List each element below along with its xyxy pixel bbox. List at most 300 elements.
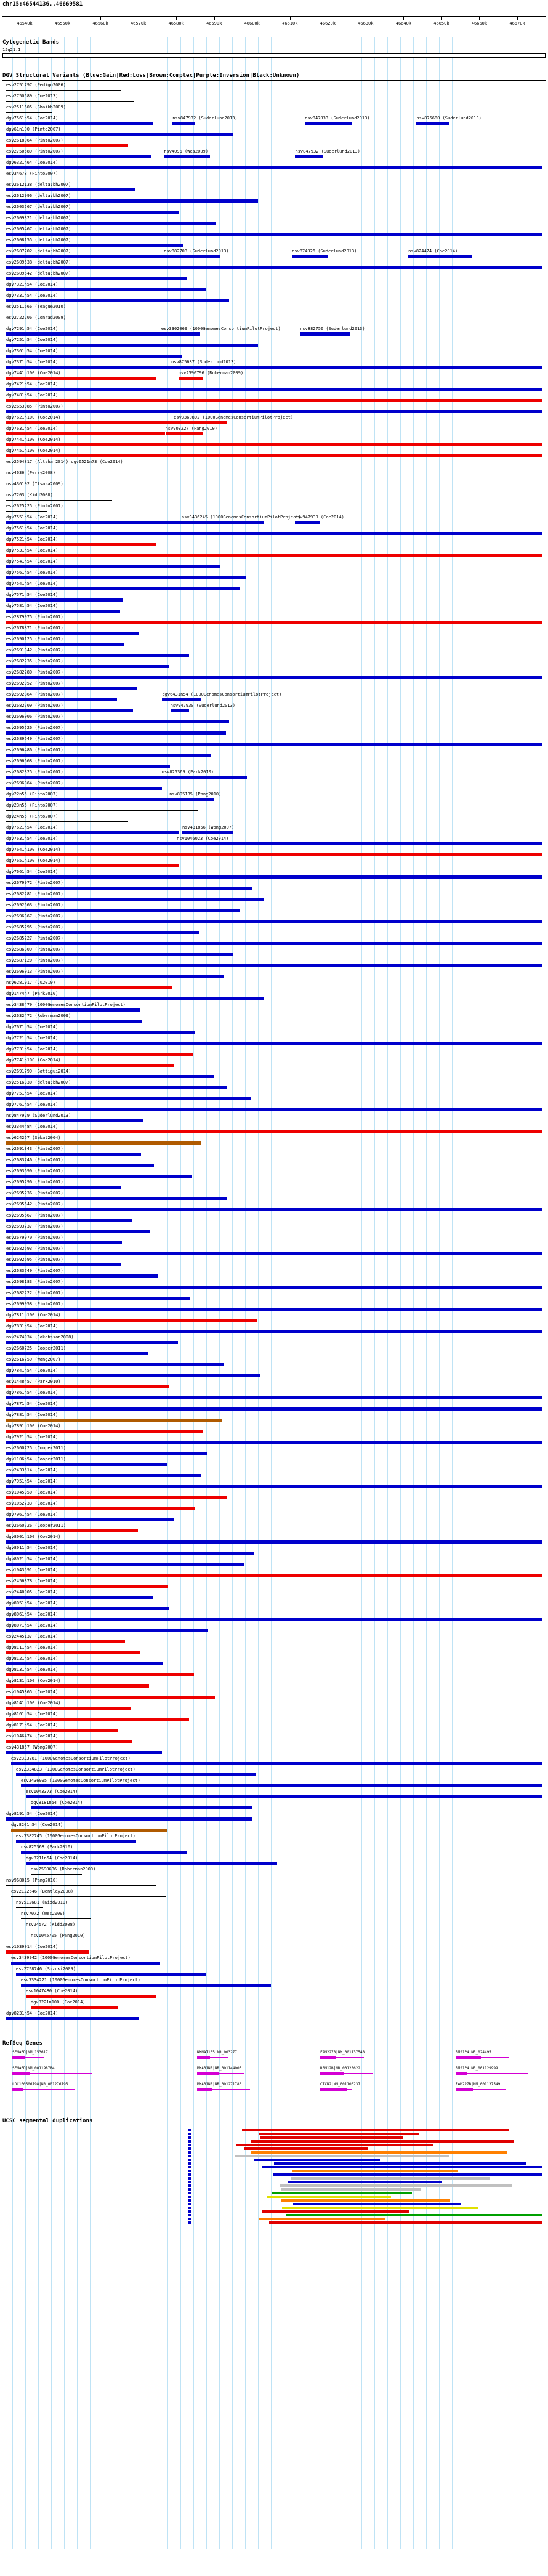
dgv-variant-label: esv2693737 (Pinto2007) bbox=[6, 1224, 63, 1229]
dgv-variant-bar bbox=[6, 1407, 542, 1411]
dgv-variant-label: nsv825368 (Park2010) bbox=[21, 1845, 73, 1849]
dgv-variant-label: esv3334221 (1000GenomesConsortiumPilotProject) bbox=[21, 1978, 140, 1982]
dgv-variant-bar bbox=[6, 975, 224, 978]
dgv-variant-bar bbox=[416, 122, 449, 125]
dgv-variant-bar bbox=[6, 1031, 195, 1034]
region-title: chr15:46544136..46669581 bbox=[2, 1, 83, 7]
dgv-variant-label: dgv7451n100 (Coe2014) bbox=[6, 448, 61, 453]
dgv-variant-row bbox=[0, 1390, 548, 1401]
dgv-variant-row bbox=[0, 947, 548, 958]
ruler-tick-label: 46580k bbox=[168, 21, 184, 26]
dgv-variant-bar bbox=[6, 399, 542, 402]
dgv-variant-bar bbox=[6, 610, 120, 613]
dgv-variant-row bbox=[0, 548, 548, 559]
ruler-tick bbox=[290, 16, 291, 20]
segdup-track-title: UCSC segmental duplications bbox=[2, 2118, 93, 2124]
dgv-variant-bar bbox=[6, 1496, 227, 1499]
dgv-variant-bar bbox=[6, 1552, 254, 1555]
dgv-variant-bar bbox=[6, 222, 216, 225]
dgv-variant-bar bbox=[6, 1197, 227, 1200]
dgv-variant-label: esv3438479 (1000GenomesConsortiumPilotProject) bbox=[6, 1002, 126, 1007]
dgv-variant-bar bbox=[6, 288, 206, 291]
dgv-variant-label: nsv825369 (Park2010) bbox=[161, 770, 214, 775]
ruler-tick bbox=[403, 16, 404, 20]
dgv-variant-row bbox=[0, 426, 548, 437]
segdup-marker bbox=[188, 2133, 191, 2135]
dgv-variant-row bbox=[0, 1501, 548, 1512]
dgv-variant-label: dgv7761n54 (Coe2014) bbox=[6, 1102, 58, 1107]
segdup-marker bbox=[188, 2140, 191, 2143]
dgv-variant-label: nsv903227 (Pang2010) bbox=[165, 426, 217, 431]
dgv-variant-label: esv2632472 (Roberman2009) bbox=[6, 1013, 71, 1018]
dgv-variant-label: esv2653985 (Pinto2007) bbox=[6, 404, 63, 409]
dgv-variant-bar bbox=[6, 1718, 189, 1721]
dgv-variant-label: dgv8131n54 (Coe2014) bbox=[6, 1667, 58, 1672]
coordinate-ruler bbox=[0, 7, 548, 26]
dgv-variant-row bbox=[0, 1457, 548, 1468]
dgv-variant-label: esv34678 (Pinto2007) bbox=[6, 171, 58, 176]
segdup-block bbox=[272, 2192, 412, 2194]
dgv-variant-label: esv2625225 (Pinto2007) bbox=[6, 504, 63, 509]
dgv-variant-label: dgv7421n54 (Coe2014) bbox=[6, 382, 58, 387]
dgv-variant-bar bbox=[6, 1452, 207, 1455]
dgv-variant-label: nsv431856 (Wong2007) bbox=[182, 825, 235, 830]
segdup-block bbox=[288, 2181, 442, 2183]
dgv-variant-row bbox=[0, 592, 548, 603]
segdup-block bbox=[267, 2196, 391, 2198]
dgv-variant-bar bbox=[171, 366, 211, 369]
dgv-variant-row bbox=[0, 1800, 548, 1811]
dgv-variant-label: esv2692952 (Pinto2007) bbox=[6, 681, 63, 686]
ruler-tick bbox=[214, 16, 215, 20]
ruler-tick bbox=[176, 16, 177, 20]
segdup-block bbox=[286, 2214, 542, 2216]
dgv-variant-bar bbox=[300, 332, 350, 336]
dgv-variant-label: esv2750589 (Coe2013) bbox=[6, 94, 58, 99]
dgv-variant-row bbox=[0, 969, 548, 980]
dgv-variant-row bbox=[0, 1678, 548, 1689]
dgv-variant-label: esv2433514 (Coe2014) bbox=[6, 1468, 58, 1473]
dgv-variant-label: nsv875680 (Suderlund2013) bbox=[416, 116, 482, 121]
dgv-variant-label: nsv436102 (Itsara2009) bbox=[6, 481, 63, 486]
dgv-variant-label: esv2696367 (Pinto2007) bbox=[6, 914, 63, 919]
dgv-variant-row bbox=[0, 1623, 548, 1634]
dgv-variant-row bbox=[0, 736, 548, 747]
dgv-variant-label: nsv4096 (Wes2009) bbox=[164, 149, 208, 154]
dgv-variant-bar bbox=[6, 787, 162, 790]
dgv-variant-bar bbox=[161, 332, 200, 336]
dgv-variant-row bbox=[0, 1745, 548, 1756]
refseq-gene-intron bbox=[320, 2057, 364, 2058]
ruler-tick-label: 46610k bbox=[282, 21, 298, 26]
dgv-variant-row bbox=[0, 415, 548, 426]
segdup-marker bbox=[188, 2159, 191, 2161]
dgv-variant-bar bbox=[6, 687, 137, 690]
dgv-variant-label: esv2122646 (Bentley2008) bbox=[11, 1889, 74, 1894]
dgv-variant-row bbox=[0, 670, 548, 681]
dgv-variant-row bbox=[0, 659, 548, 670]
dgv-variant-bar bbox=[6, 997, 264, 1000]
dgv-variant-label: esv2696006 (Pinto2007) bbox=[6, 714, 63, 719]
dgv-variant-bar bbox=[6, 986, 172, 989]
dgv-variant-row bbox=[0, 1058, 548, 1069]
refseq-gene-label: CTXN2|NM_001100237 bbox=[320, 2082, 361, 2087]
dgv-variant-bar bbox=[11, 1896, 166, 1897]
dgv-variant-bar bbox=[6, 709, 133, 712]
dgv-variant-row bbox=[0, 537, 548, 548]
dgv-variant-row bbox=[0, 1878, 548, 1889]
dgv-variant-label: esv3436995 (1000GenomesConsortiumPilotProject) bbox=[21, 1778, 140, 1783]
dgv-variant-label: esv2608155 (delta:bh2007) bbox=[6, 238, 71, 243]
dgv-variant-row bbox=[0, 481, 548, 493]
dgv-variant-bar bbox=[6, 1008, 140, 1012]
dgv-variant-label: esv2511666 (Teague2010) bbox=[6, 304, 66, 309]
dgv-variant-label: nsv1045705 (Pang2010) bbox=[31, 1933, 86, 1938]
dgv-variant-row bbox=[0, 803, 548, 814]
segdup-marker bbox=[188, 2144, 191, 2146]
dgv-variant-label: dgv8221n100 (Coe2014) bbox=[31, 2000, 86, 2005]
refseq-gene-label: RBM12B|NR_00128622 bbox=[320, 2066, 361, 2071]
dgv-variant-row bbox=[0, 714, 548, 725]
dgv-variant-bar bbox=[6, 1396, 542, 1399]
dgv-variant-label: esv624267 (Sebat2004) bbox=[6, 1135, 61, 1140]
refseq-gene-intron bbox=[456, 2089, 506, 2090]
dgv-variant-row bbox=[0, 1667, 548, 1678]
dgv-variant-bar bbox=[6, 443, 542, 446]
segdup-marker bbox=[188, 2221, 191, 2224]
dgv-variant-label: dgv7841n54 (Coe2014) bbox=[6, 1368, 58, 1373]
dgv-variant-label: dgv7541n54 (Coe2014) bbox=[6, 581, 58, 586]
dgv-variant-label: esv2660726 (Cooper2011) bbox=[6, 1523, 66, 1528]
dgv-variant-bar bbox=[162, 776, 190, 779]
dgv-variant-label: esv2334823 (1000GenomesConsortiumPilotProject) bbox=[16, 1767, 135, 1772]
dgv-variant-bar bbox=[6, 842, 542, 845]
dgv-variant-label: esv2692864 (Pinto2007) bbox=[6, 692, 63, 697]
refseq-gene-intron bbox=[320, 2073, 373, 2074]
refseq-track-title: RefSeq Genes bbox=[2, 2040, 43, 2047]
dgv-variant-row bbox=[0, 603, 548, 614]
dgv-variant-row bbox=[0, 814, 548, 825]
segdup-block bbox=[262, 2210, 409, 2213]
dgv-variant-label: esv2691343 (Pinto2007) bbox=[6, 1146, 63, 1151]
dgv-variant-bar bbox=[6, 853, 542, 856]
dgv-variant-label: dgv23n55 (Pinto2007) bbox=[6, 803, 58, 808]
dgv-variant-bar bbox=[305, 122, 352, 125]
dgv-variant-label: dgv7621n54 (Coe2014) bbox=[6, 825, 58, 830]
dgv-variant-row bbox=[0, 1789, 548, 1800]
dgv-variant-label: dgv8071n54 (Coe2014) bbox=[6, 1623, 58, 1628]
segdup-block bbox=[254, 2159, 380, 2161]
dgv-variant-label: esv1045350 (Coe2014) bbox=[6, 1490, 58, 1495]
dgv-variant-bar bbox=[6, 887, 252, 890]
dgv-variant-label: dgv7661n54 (Coe2014) bbox=[6, 869, 58, 874]
dgv-variant-label: nsv882703 (Suderlund2013) bbox=[164, 249, 229, 254]
dgv-variant-label: nsv875687 (Suderlund2013) bbox=[171, 360, 236, 364]
refseq-gene-intron bbox=[197, 2073, 244, 2074]
dgv-variant-bar bbox=[6, 864, 179, 867]
dgv-variant-bar bbox=[6, 831, 179, 834]
dgv-variant-bar bbox=[174, 421, 193, 424]
segdup-marker bbox=[188, 2188, 191, 2191]
dgv-variant-bar bbox=[6, 144, 128, 147]
dgv-variant-label: esv2696486 (Pinto2007) bbox=[6, 747, 63, 752]
dgv-variant-label: esv2612996 (delta:bh2007) bbox=[6, 193, 71, 198]
dgv-variant-bar bbox=[6, 112, 52, 113]
dgv-variant-label: dgv7291n54 (Coe2014) bbox=[6, 326, 58, 331]
dgv-variant-label: esv2879975 (Pinto2007) bbox=[6, 614, 63, 619]
dgv-variant-bar bbox=[6, 1319, 257, 1322]
dgv-variant-bar bbox=[6, 743, 542, 746]
dgv-variant-bar bbox=[6, 1263, 121, 1266]
dgv-variant-row bbox=[0, 570, 548, 581]
dgv-variant-row bbox=[0, 1146, 548, 1157]
dgv-variant-bar bbox=[6, 421, 227, 424]
dgv-variant-row bbox=[0, 371, 548, 382]
refseq-gene-intron bbox=[12, 2089, 75, 2090]
dgv-variant-bar bbox=[6, 432, 165, 435]
dgv-variant-bar bbox=[295, 155, 322, 158]
dgv-variant-row bbox=[0, 1811, 548, 1822]
dgv-variant-bar bbox=[21, 1918, 91, 1919]
dgv-variant-bar bbox=[21, 1984, 271, 1987]
dgv-variant-label: esv2692695 (Pinto2007) bbox=[6, 1257, 63, 1262]
refseq-gene-label: NMNAT1P5|NR_003277 bbox=[197, 2050, 238, 2055]
dgv-variant-row bbox=[0, 1523, 548, 1534]
ruler-tick bbox=[100, 16, 101, 20]
segdup-marker bbox=[188, 2203, 191, 2205]
dgv-variant-label: dgv7831n54 (Coe2014) bbox=[6, 1324, 58, 1329]
dgv-variant-bar bbox=[6, 654, 189, 657]
dgv-variant-label: nsv24572 (Kidd2008) bbox=[26, 1922, 76, 1927]
dgv-variant-label: esv2687120 (Pinto2007) bbox=[6, 958, 63, 963]
dgv-variant-row bbox=[0, 1013, 548, 1024]
dgv-variant-row bbox=[0, 1002, 548, 1013]
dgv-variant-bar bbox=[6, 1075, 214, 1078]
dgv-variant-label: esv2333281 (1000GenomesConsortiumPilotProject) bbox=[11, 1756, 131, 1761]
dgv-variant-row bbox=[0, 825, 548, 836]
dgv-variant-row bbox=[0, 83, 548, 94]
dgv-variant-row bbox=[0, 880, 548, 892]
ruler-tick-label: 46590k bbox=[206, 21, 222, 26]
dgv-variant-bar bbox=[6, 2017, 139, 2020]
dgv-variant-label: dgv6321n64 (Coe2014) bbox=[6, 160, 58, 165]
ruler-tick-label: 46630k bbox=[358, 21, 374, 26]
dgv-variant-bar bbox=[6, 543, 156, 546]
cytoband-track-title: Cytogenetic Bands bbox=[2, 39, 60, 46]
dgv-variant-label: esv2607702 (delta:bh2007) bbox=[6, 249, 71, 254]
dgv-variant-bar bbox=[6, 266, 542, 269]
dgv-variant-row bbox=[0, 980, 548, 991]
dgv-variant-bar bbox=[6, 1053, 193, 1056]
dgv-variant-bar bbox=[6, 188, 135, 191]
dgv-variant-label: esv2511605 (Shaikh2009) bbox=[6, 105, 66, 110]
dgv-variant-label: dgv7371n54 (Coe2014) bbox=[6, 360, 58, 364]
dgv-variant-bar bbox=[6, 1574, 542, 1577]
dgv-variant-row bbox=[0, 1534, 548, 1545]
dgv-variant-row bbox=[0, 1368, 548, 1379]
dgv-variant-label: dgv7441n100 (Coe2014) bbox=[6, 437, 61, 442]
dgv-variant-row bbox=[0, 1213, 548, 1224]
dgv-variant-row bbox=[0, 1036, 548, 1047]
dgv-variant-row bbox=[0, 1235, 548, 1246]
dgv-variant-label: dgv7951n54 (Coe2014) bbox=[6, 1479, 58, 1484]
ruler-tick-label: 46620k bbox=[320, 21, 336, 26]
dgv-variant-bar bbox=[6, 598, 123, 602]
dgv-variant-label: dgv24n55 (Pinto2007) bbox=[6, 814, 58, 819]
dgv-variant-label: esv2695296 (Pinto2007) bbox=[6, 1180, 63, 1185]
dgv-variant-bar bbox=[6, 344, 258, 347]
dgv-variant-row bbox=[0, 1833, 548, 1845]
dgv-variant-bar bbox=[16, 1840, 136, 1843]
dgv-variant-bar bbox=[169, 798, 214, 801]
dgv-variant-row bbox=[0, 1412, 548, 1423]
dgv-variant-label: dgv7891n100 (Coe2014) bbox=[6, 1423, 61, 1428]
dgv-variant-row bbox=[0, 293, 548, 304]
dgv-variant-row bbox=[0, 1169, 548, 1180]
dgv-variant-row bbox=[0, 1612, 548, 1623]
dgv-variant-row bbox=[0, 925, 548, 936]
segdup-block bbox=[281, 2199, 450, 2202]
dgv-variant-row bbox=[0, 149, 548, 160]
dgv-variant-row bbox=[0, 858, 548, 869]
dgv-variant-bar bbox=[31, 1874, 82, 1875]
dgv-variant-row bbox=[0, 171, 548, 182]
dgv-variant-label: esv1039014 (Coe2014) bbox=[6, 1944, 58, 1949]
ruler-tick-label: 46570k bbox=[130, 21, 147, 26]
segdup-block bbox=[293, 2203, 461, 2205]
dgv-variant-bar bbox=[6, 388, 542, 391]
dgv-variant-row bbox=[0, 1113, 548, 1124]
dgv-variant-row bbox=[0, 215, 548, 227]
dgv-variant-bar bbox=[6, 1651, 140, 1654]
dgv-variant-bar bbox=[6, 1430, 203, 1433]
dgv-variant-row bbox=[0, 614, 548, 626]
dgv-variant-row bbox=[0, 105, 548, 116]
dgv-variant-row bbox=[0, 1490, 548, 1501]
dgv-variant-bar bbox=[6, 1119, 143, 1122]
dgv-variant-bar bbox=[6, 720, 229, 723]
dgv-variant-label: nsv3436245 (1000GenomesConsortiumPilotProject) bbox=[181, 515, 301, 520]
dgv-variant-label: dgv7721n54 (Coe2014) bbox=[6, 1036, 58, 1040]
dgv-variant-row bbox=[0, 182, 548, 193]
dgv-variant-bar bbox=[6, 587, 240, 590]
dgv-variant-label: esv3382745 (1000GenomesConsortiumPilotProject) bbox=[16, 1833, 135, 1838]
dgv-variant-label: dgv7561n54 (Coe2014) bbox=[6, 116, 58, 121]
segdup-marker bbox=[188, 2210, 191, 2213]
dgv-variant-label: dgv7441n100 (Coe2014) bbox=[6, 371, 61, 376]
dgv-variant-bar bbox=[6, 821, 128, 822]
refseq-gene-intron bbox=[456, 2073, 528, 2074]
dgv-variant-bar bbox=[6, 155, 151, 158]
dgv-variant-label: esv2440905 (Coe2014) bbox=[6, 1590, 58, 1595]
dgv-variant-bar bbox=[6, 776, 247, 779]
segdup-block bbox=[282, 2207, 478, 2209]
dgv-variant-row bbox=[0, 515, 548, 526]
dgv-variant-row bbox=[0, 282, 548, 293]
dgv-variant-label: esv2660725 (Cooper2011) bbox=[6, 1446, 66, 1451]
dgv-variant-row bbox=[0, 1911, 548, 1922]
dgv-variant-row bbox=[0, 648, 548, 659]
dgv-variant-row bbox=[0, 504, 548, 515]
dgv-variant-bar bbox=[6, 410, 542, 413]
dgv-variant-row bbox=[0, 1423, 548, 1435]
segdup-block bbox=[273, 2173, 542, 2176]
dgv-variant-label: esv2594817 (Altshar2014) dgv6521n73 (Coe2014) bbox=[6, 459, 123, 464]
dgv-variant-row bbox=[0, 1767, 548, 1778]
segdup-marker bbox=[188, 2155, 191, 2157]
dgv-variant-bar bbox=[6, 676, 542, 679]
dgv-variant-bar bbox=[6, 166, 542, 169]
dgv-variant-label: dgv8131n100 (Coe2014) bbox=[6, 1678, 61, 1683]
dgv-variant-label: dgv7541n54 (Coe2014) bbox=[6, 559, 58, 564]
dgv-variant-bar bbox=[21, 1784, 542, 1787]
dgv-variant-label: dgv7651n100 (Coe2014) bbox=[6, 858, 61, 863]
dgv-variant-bar bbox=[6, 1596, 153, 1599]
segdup-marker bbox=[188, 2129, 191, 2131]
dgv-variant-bar bbox=[6, 621, 542, 624]
dgv-variant-row bbox=[0, 1191, 548, 1202]
dgv-variant-label: esv2609642 (delta:bh2007) bbox=[6, 271, 71, 276]
dgv-variant-label: esv2682325 (Pinto2007) bbox=[6, 770, 63, 775]
dgv-variant-bar bbox=[6, 765, 170, 768]
dgv-variant-row bbox=[0, 1822, 548, 1833]
dgv-variant-row bbox=[0, 1202, 548, 1213]
dgv-variant-bar bbox=[6, 1274, 158, 1278]
dgv-variant-bar bbox=[6, 1817, 252, 1821]
dgv-variant-row bbox=[0, 249, 548, 260]
ruler-tick-label: 46600k bbox=[244, 21, 260, 26]
dgv-variant-bar bbox=[182, 831, 233, 834]
refseq-gene-intron bbox=[197, 2089, 250, 2090]
ruler-tick-label: 46540k bbox=[17, 21, 33, 26]
dgv-variant-row bbox=[0, 1224, 548, 1235]
dgv-variant-bar bbox=[6, 1108, 542, 1111]
dgv-variant-bar bbox=[6, 1618, 542, 1621]
dgv-variant-row bbox=[0, 692, 548, 703]
dgv-variant-label: dgv7321n54 (Coe2014) bbox=[6, 282, 58, 287]
dgv-variant-bar bbox=[6, 332, 183, 336]
dgv-variant-label: esv3439942 (1000GenomesConsortiumPilotProject) bbox=[11, 1955, 131, 1960]
dgv-variant-bar bbox=[26, 1862, 277, 1865]
dgv-variant-bar bbox=[11, 1829, 167, 1832]
dgv-variant-label: dgv8201n54 (Coe2014) bbox=[11, 1822, 63, 1827]
dgv-variant-label: esv2751797 (Pedigo2006) bbox=[6, 83, 66, 87]
dgv-variant-label: esv3344484 (Coe2014) bbox=[6, 1124, 58, 1129]
dgv-variant-label: esv2691799 (Sattigui2014) bbox=[6, 1069, 71, 1074]
dgv-variant-bar bbox=[6, 366, 542, 369]
segdup-marker bbox=[188, 2166, 191, 2168]
dgv-separator bbox=[2, 80, 546, 81]
refseq-gene-label: BMS1P4|NR_001129999 bbox=[456, 2066, 498, 2071]
dgv-variant-row bbox=[0, 326, 548, 337]
dgv-variant-label: esv2682709 (Pinto2007) bbox=[6, 703, 63, 708]
dgv-variant-row bbox=[0, 836, 548, 847]
dgv-variant-row bbox=[0, 725, 548, 736]
dgv-variant-label: dgv7731n54 (Coe2014) bbox=[6, 1047, 58, 1052]
dgv-variant-row bbox=[0, 360, 548, 371]
refseq-gene-label: BMS1P4|NR_024495 bbox=[456, 2050, 491, 2055]
segdup-marker bbox=[188, 2207, 191, 2209]
dgv-variant-label: dgv8021n54 (Coe2014) bbox=[6, 1556, 58, 1561]
dgv-variant-label: dgv8051n54 (Coe2014) bbox=[6, 1601, 58, 1606]
dgv-variant-bar bbox=[6, 1363, 224, 1366]
segdup-marker bbox=[188, 2151, 191, 2154]
dgv-variant-label: nsv847033 (Suderlund2013) bbox=[305, 116, 370, 121]
dgv-variant-bar bbox=[6, 277, 187, 280]
dgv-variant-row bbox=[0, 681, 548, 692]
segdup-marker bbox=[188, 2196, 191, 2198]
dgv-variant-bar bbox=[6, 1463, 167, 1466]
